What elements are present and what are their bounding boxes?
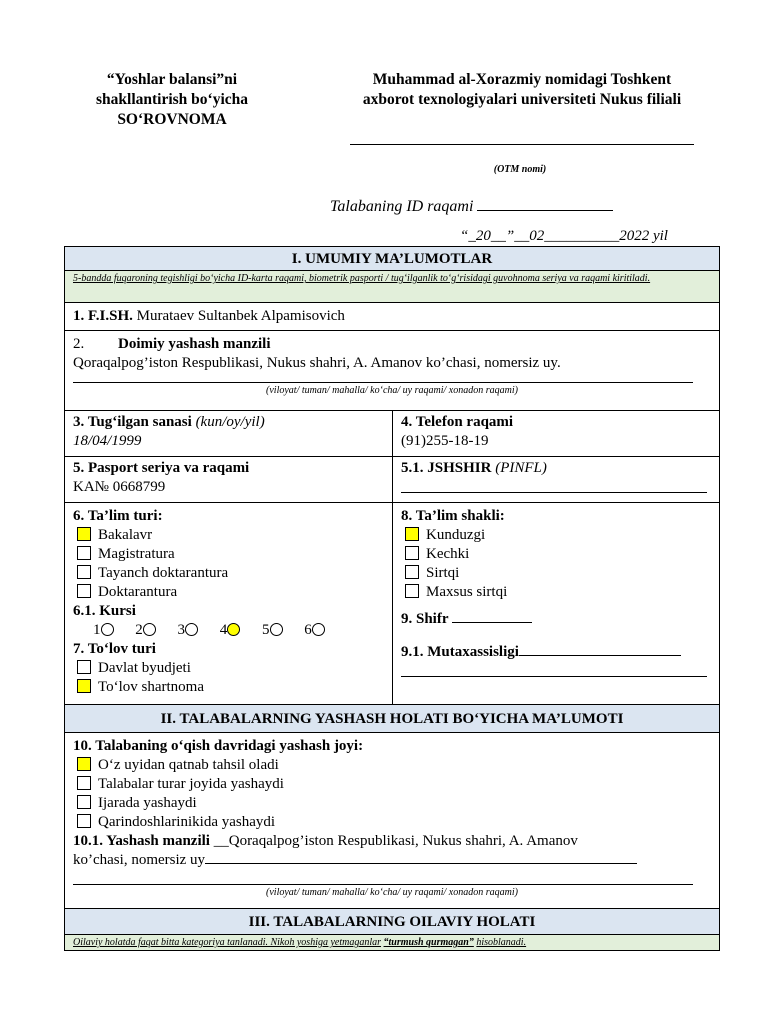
section3-note-bold: “turmush qurmagan” <box>383 937 474 948</box>
living-address-hint: (viloyat/ tuman/ mahalla/ ko‘cha/ uy raqami/ xonadon raqami) <box>266 887 518 898</box>
address-line <box>73 373 693 383</box>
checkbox[interactable] <box>77 814 91 828</box>
otm-name-line <box>350 144 694 145</box>
edu-type-option[interactable] <box>73 564 384 583</box>
date-row <box>460 228 668 245</box>
section3-note <box>65 935 719 951</box>
edu-type-option-label: Bakalavr <box>98 527 153 543</box>
checkbox[interactable] <box>405 584 419 598</box>
residence-option-label: Qarindoshlarinikida yashaydi <box>98 814 276 830</box>
residence-option-label: O‘z uyidan qatnab tahsil oladi <box>98 757 279 773</box>
address-row <box>65 331 719 411</box>
edu-type-option-label: Doktarantura <box>98 584 178 600</box>
course-4-radio-selected[interactable] <box>227 623 240 636</box>
edu-form-option[interactable] <box>401 545 711 564</box>
living-address-blank <box>205 863 637 864</box>
payment-label: 7. To‘lov turi <box>73 641 156 657</box>
edu-type-option-label: Magistratura <box>98 546 175 562</box>
course-5-radio[interactable] <box>270 623 283 636</box>
passport-label: 5. Pasport seriya va raqami <box>73 460 250 476</box>
checkbox[interactable] <box>405 546 419 560</box>
student-id-row <box>330 198 613 216</box>
student-id-label: Talabaning ID raqami <box>330 198 474 215</box>
address-hint: (viloyat/ tuman/ mahalla/ ko‘cha/ uy raqami/ xonadon raqami) <box>266 385 518 396</box>
checkbox-checked[interactable] <box>77 679 91 693</box>
birth-phone-row <box>65 411 719 457</box>
phone-label: 4. Telefon raqami <box>401 414 514 430</box>
living-address-label: 10.1. Yashash manzili <box>73 833 210 849</box>
checkbox[interactable] <box>77 584 91 598</box>
edu-form-option-label: Kunduzgi <box>426 527 486 543</box>
edu-form-option-label: Kechki <box>426 546 470 562</box>
survey-title-line2: shakllantirish bo‘yicha <box>95 91 249 108</box>
birth-format: (kun/oy/yil) <box>195 414 265 430</box>
checkbox[interactable] <box>77 776 91 790</box>
living-address-line1[interactable]: __Qoraqalpog’iston Respublikasi, Nukus shahri, A. Amanov <box>213 833 578 849</box>
course-6-label: 6 <box>304 622 312 638</box>
edu-form-option[interactable] <box>401 583 711 602</box>
checkbox[interactable] <box>77 795 91 809</box>
payment-option[interactable] <box>73 678 384 697</box>
edu-type-label: 6. Ta’lim turi: <box>73 508 163 524</box>
jshshir-field[interactable] <box>401 478 707 493</box>
birth-label: 3. Tug‘ilgan sanasi <box>73 414 192 430</box>
course-2-label: 2 <box>135 622 143 638</box>
checkbox-checked[interactable] <box>405 527 419 541</box>
course-5-label: 5 <box>262 622 270 638</box>
edu-type-option[interactable] <box>73 583 384 602</box>
residence-option[interactable] <box>73 794 711 813</box>
payment-option-label: Davlat byudjeti <box>98 660 191 676</box>
checkbox[interactable] <box>77 546 91 560</box>
section3-title: III. TALABALARNING OILAVIY HOLATI <box>65 909 719 935</box>
edu-form-option-label: Sirtqi <box>426 565 460 581</box>
course-4-label: 4 <box>219 622 228 638</box>
residence-row <box>65 733 719 909</box>
course-3-label: 3 <box>177 622 185 638</box>
birth-value[interactable]: 18/04/1999 <box>73 433 142 449</box>
edu-type-option-label: Tayanch doktarantura <box>98 565 229 581</box>
passport-row <box>65 457 719 503</box>
edu-form-option-label: Maxsus sirtqi <box>426 584 508 600</box>
course-6-radio[interactable] <box>312 623 325 636</box>
edu-form-option[interactable] <box>401 564 711 583</box>
section1-note: 5-bandda fuqaroning tegishligi bo‘yicha ID-karta raqami, biometrik pasporti / tug‘ilganlik to‘g‘risidagi guvohnoma seriya va raqami kiritiladi. <box>65 271 719 303</box>
checkbox[interactable] <box>77 660 91 674</box>
residence-option[interactable] <box>73 813 711 832</box>
residence-option[interactable] <box>73 756 711 775</box>
survey-title-line3: SO‘ROVNOMA <box>117 111 227 128</box>
checkbox-checked[interactable] <box>77 527 91 541</box>
date-month[interactable]: __02__________ <box>514 228 620 244</box>
date-year: 2022 yil <box>619 228 668 244</box>
checkbox-checked[interactable] <box>77 757 91 771</box>
fish-label: 1. F.I.SH. <box>73 308 133 324</box>
living-address-line3[interactable] <box>73 870 693 885</box>
address-value[interactable]: Qoraqalpog’iston Respublikasi, Nukus shahri, A. Amanov ko’chasi, nomersiz uy. <box>73 355 561 371</box>
edu-type-option[interactable] <box>73 545 384 564</box>
student-id-field[interactable] <box>477 210 613 211</box>
living-address-line2[interactable]: ko’chasi, nomersiz uy <box>73 852 206 868</box>
residence-option[interactable] <box>73 775 711 794</box>
payment-option[interactable] <box>73 659 384 678</box>
course-2-radio[interactable] <box>143 623 156 636</box>
section3-note-part2: hisoblanadi. <box>476 937 527 948</box>
fish-value[interactable]: Murataev Sultanbek Alpamisovich <box>136 308 345 324</box>
checkbox[interactable] <box>77 565 91 579</box>
section1-title: I. UMUMIY MA’LUMOTLAR <box>65 247 719 271</box>
payment-option-label: To‘lov shartnoma <box>98 679 205 695</box>
course-options <box>73 621 384 640</box>
jshshir-hint: (PINFL) <box>495 460 547 476</box>
phone-value[interactable]: (91)255-18-19 <box>401 433 489 449</box>
date-day[interactable]: “_20__” <box>460 228 515 244</box>
survey-title <box>62 70 282 130</box>
university-name <box>322 70 722 110</box>
course-1-radio[interactable] <box>101 623 114 636</box>
fish-row <box>65 303 719 331</box>
otm-label: (OTM nomi) <box>493 164 547 175</box>
section2-title: II. TALABALARNING YASHASH HOLATI BO‘YICHA MA’LUMOTI <box>65 705 719 733</box>
specialty-field-line2[interactable] <box>401 662 707 677</box>
cipher-field[interactable] <box>452 622 532 623</box>
checkbox[interactable] <box>405 565 419 579</box>
section3-note-part1: Oilaviy holatda faqat bitta kategoriya tanlanadi. Nikoh yoshiga yetmaganlar <box>73 937 382 948</box>
course-label: 6.1. Kursi <box>73 603 136 619</box>
edu-type-option[interactable] <box>73 526 384 545</box>
specialty-field[interactable] <box>519 655 681 656</box>
edu-form-label: 8. Ta’lim shakli: <box>401 508 505 524</box>
cipher-label: 9. Shifr <box>401 611 449 627</box>
edu-type-options <box>73 526 384 602</box>
address-num: 2. <box>73 336 85 352</box>
address-label: Doimiy yashash manzili <box>118 336 271 352</box>
edu-form-option[interactable] <box>401 526 711 545</box>
passport-value[interactable]: KA№ 0668799 <box>73 479 166 495</box>
course-1-label: 1 <box>93 622 101 638</box>
course-3-radio[interactable] <box>185 623 198 636</box>
residence-label: 10. Talabaning o‘qish davridagi yashash joyi: <box>73 738 364 754</box>
survey-title-line1: “Yoshlar balansi”ni <box>106 71 238 88</box>
education-row <box>65 503 719 705</box>
jshshir-label: 5.1. JSHSHIR <box>401 460 492 476</box>
residence-option-label: Ijarada yashaydi <box>98 795 197 811</box>
university-name-line2: axborot texnologiyalari universiteti Nukus filiali <box>362 91 682 108</box>
specialty-label: 9.1. Mutaxassisligi <box>401 644 519 660</box>
survey-form <box>64 246 720 951</box>
residence-option-label: Talabalar turar joyida yashaydi <box>98 776 284 792</box>
university-name-line1: Muhammad al-Xorazmiy nomidagi Toshkent <box>372 71 672 88</box>
